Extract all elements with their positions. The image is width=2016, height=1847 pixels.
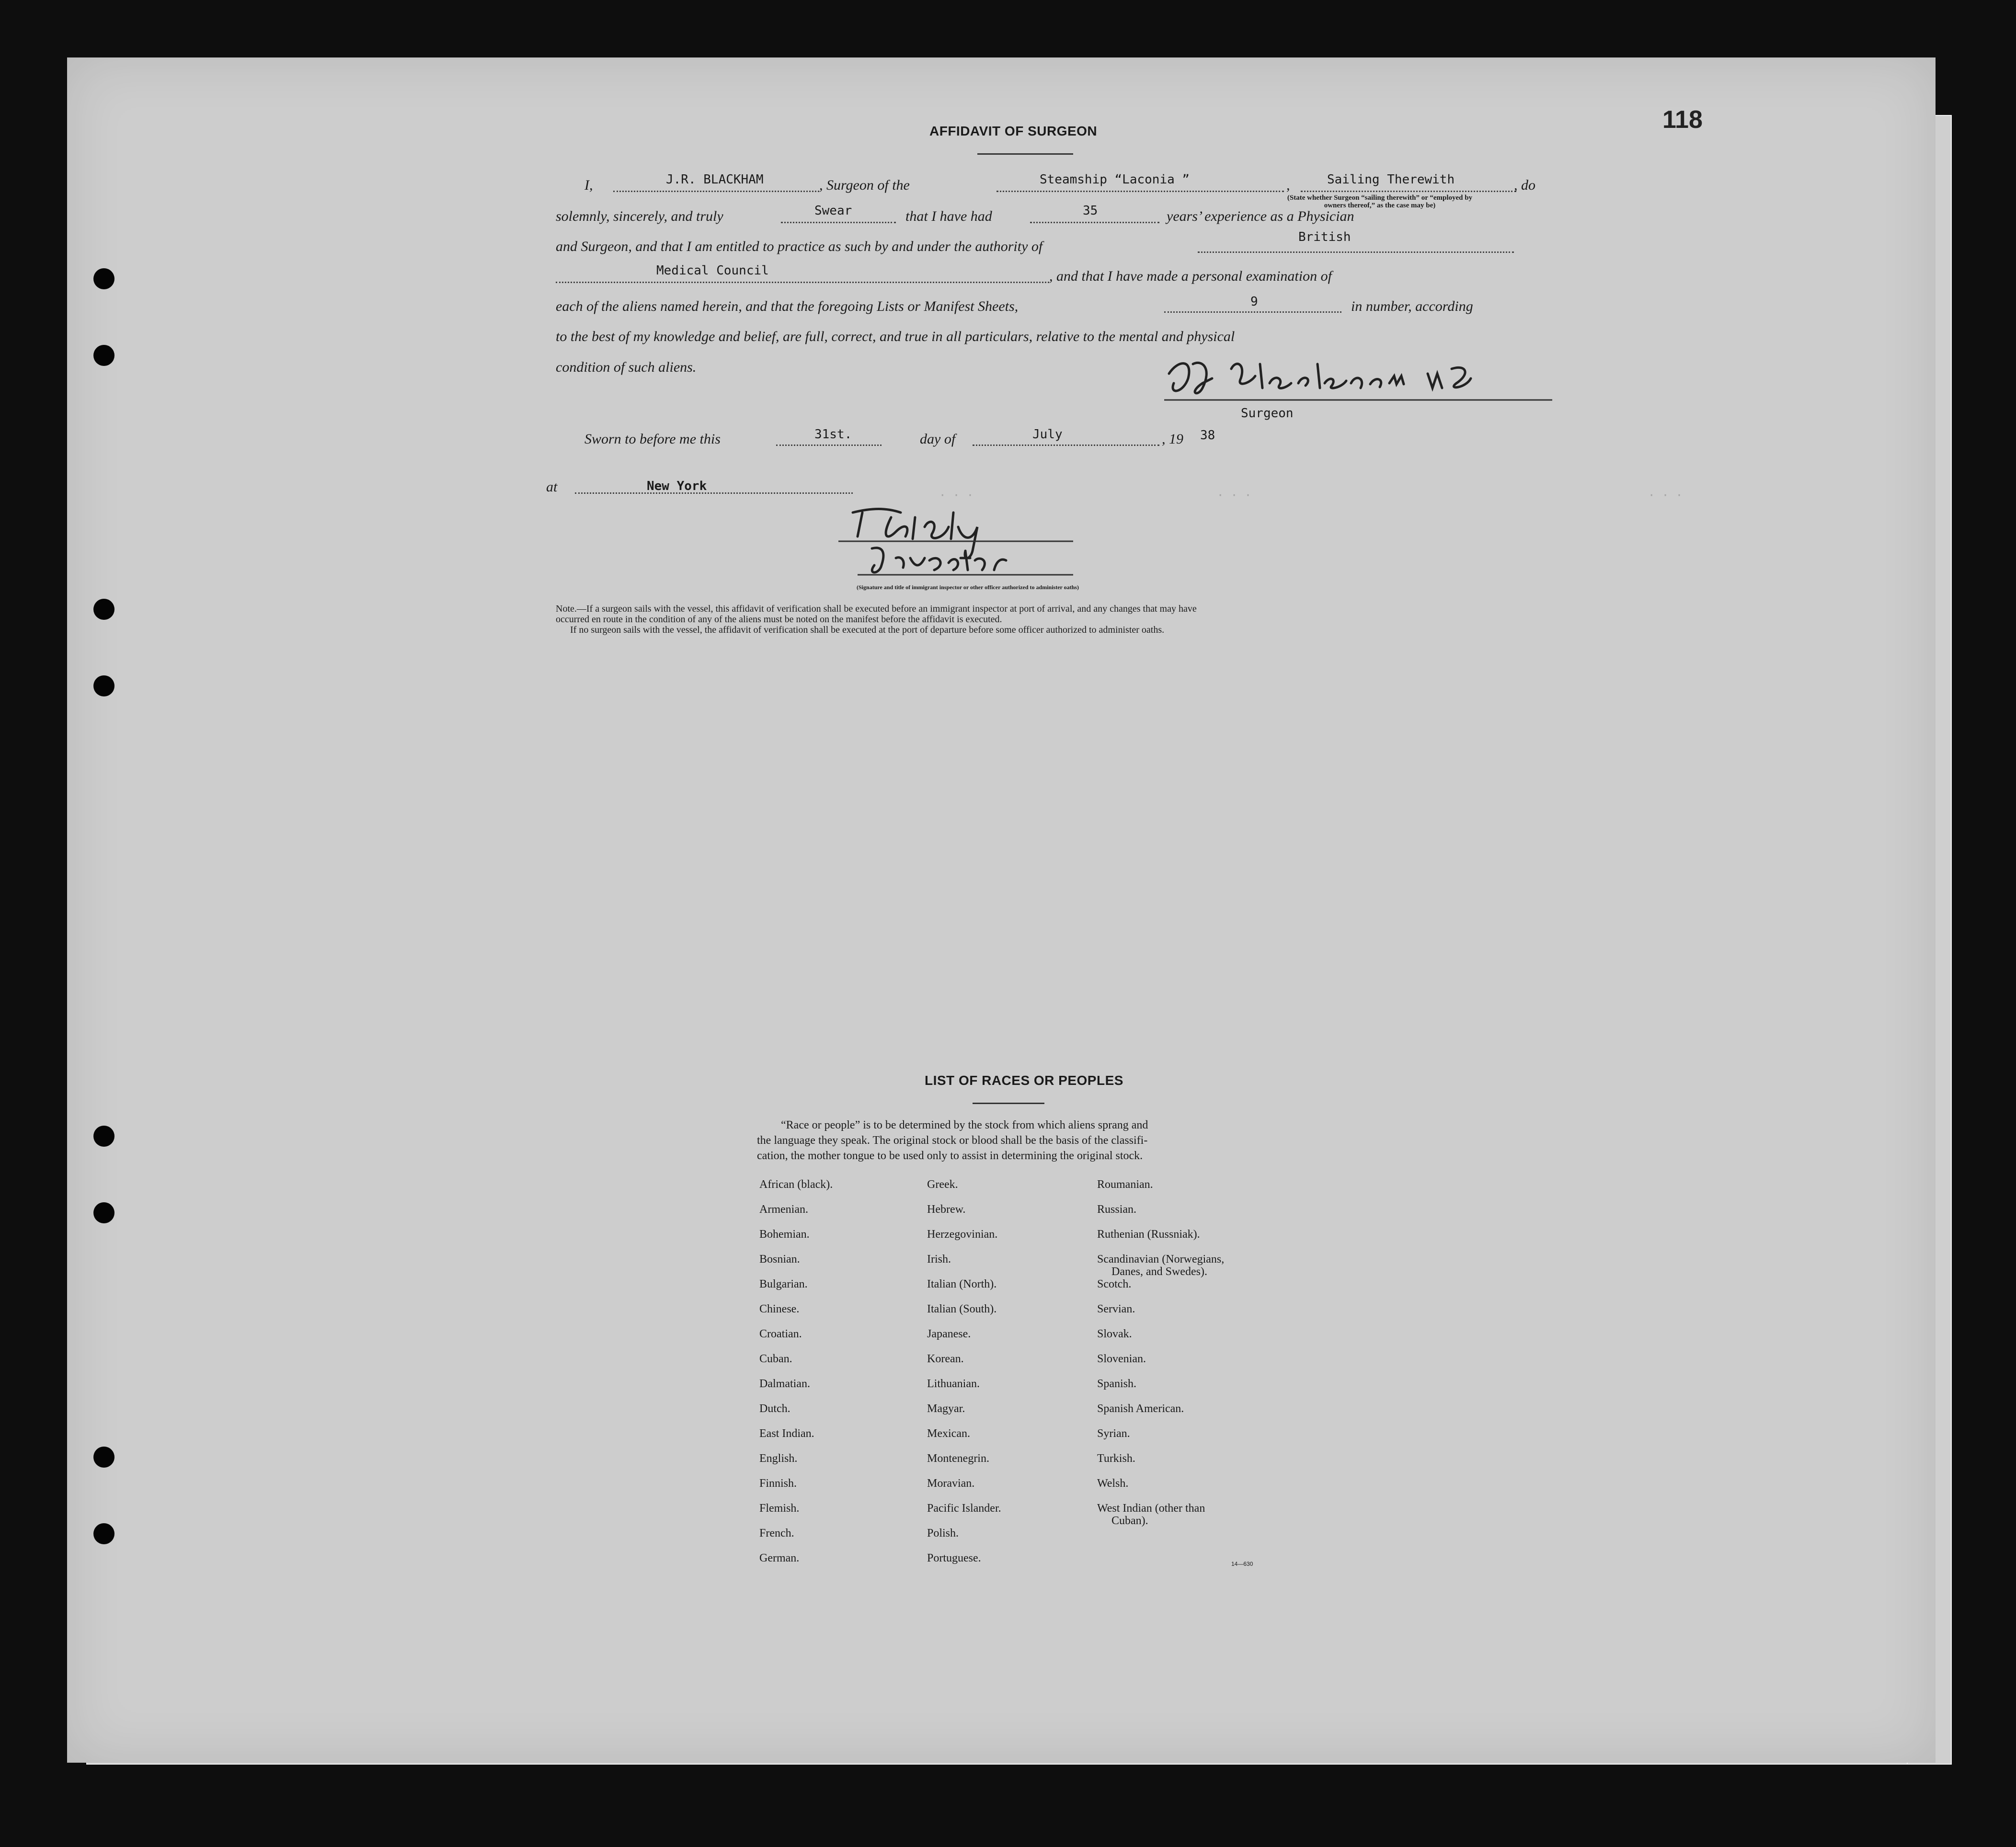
races-intro bbox=[757, 1117, 1332, 1163]
race-entry: Servian. bbox=[1097, 1303, 1135, 1315]
affidavit-text: years’ experience as a Physician bbox=[1167, 208, 1354, 224]
fill-line bbox=[1198, 251, 1514, 253]
race-entry: English. bbox=[759, 1452, 798, 1465]
binder-hole bbox=[93, 1126, 115, 1147]
sheet-count: 9 bbox=[1250, 295, 1258, 309]
affidavit-text: in number, according bbox=[1351, 298, 1473, 314]
bleed-through-text: · · · bbox=[939, 489, 974, 502]
race-entry: African (black). bbox=[759, 1178, 833, 1191]
race-entry: Dutch. bbox=[759, 1402, 790, 1415]
binder-hole bbox=[93, 1523, 115, 1544]
fill-line bbox=[1164, 311, 1341, 313]
page-number: 118 bbox=[1662, 106, 1703, 134]
race-entry: Italian (South). bbox=[927, 1303, 997, 1315]
fill-line bbox=[613, 191, 819, 192]
races-title-underline bbox=[973, 1103, 1044, 1104]
race-entry: Russian. bbox=[1097, 1203, 1137, 1216]
sailing-status: Sailing Therewith bbox=[1327, 172, 1455, 187]
race-entry: Korean. bbox=[927, 1353, 964, 1365]
race-entry: Cuban). bbox=[1111, 1515, 1148, 1527]
fill-line bbox=[997, 191, 1284, 192]
sworn-text: day of bbox=[920, 431, 956, 447]
race-entry: Croatian. bbox=[759, 1328, 802, 1340]
race-entry: Welsh. bbox=[1097, 1477, 1129, 1490]
race-entry: Montenegrin. bbox=[927, 1452, 989, 1465]
race-entry: Mexican. bbox=[927, 1427, 970, 1440]
steamship-name: Steamship “Laconia ” bbox=[1040, 172, 1190, 187]
binder-hole bbox=[93, 1202, 115, 1223]
race-entry: East Indian. bbox=[759, 1427, 814, 1440]
race-entry: Portuguese. bbox=[927, 1552, 981, 1564]
races-title: LIST OF RACES OR PEOPLES bbox=[925, 1073, 1123, 1088]
race-entry: Herzegovinian. bbox=[927, 1228, 998, 1241]
fill-line bbox=[776, 445, 882, 446]
race-entry: Danes, and Swedes). bbox=[1111, 1266, 1207, 1278]
binder-hole bbox=[93, 675, 115, 696]
sworn-month: July bbox=[1032, 427, 1063, 442]
affidavit-text: to the best of my knowledge and belief, are full, correct, and true in all particulars, relative to the mental and physical bbox=[556, 329, 1235, 344]
note-line-3: If no surgeon sails with the vessel, the affidavit of verification shall be executed at the port of departure before some officer authorized to administer oaths. bbox=[570, 625, 1165, 635]
affidavit-text: , Surgeon of the bbox=[819, 177, 910, 193]
affidavit-title: AFFIDAVIT OF SURGEON bbox=[929, 124, 1098, 138]
affidavit-text: , and that I have made a personal examination of bbox=[1049, 268, 1332, 284]
race-entry: Japanese. bbox=[927, 1328, 971, 1340]
fill-line bbox=[973, 445, 1159, 446]
sworn-day: 31st. bbox=[814, 427, 852, 442]
race-entry: Flemish. bbox=[759, 1502, 800, 1515]
bleed-through-text: · · · bbox=[1217, 489, 1252, 502]
race-entry: Armenian. bbox=[759, 1203, 808, 1216]
form-code: 14—630 bbox=[1231, 1561, 1253, 1567]
state-note bbox=[1236, 194, 1523, 209]
fill-line bbox=[575, 492, 853, 494]
authority-line2: Medical Council bbox=[656, 263, 769, 278]
sworn-year: 38 bbox=[1200, 428, 1215, 443]
race-entry: Roumanian. bbox=[1097, 1178, 1153, 1191]
race-entry: Chinese. bbox=[759, 1303, 800, 1315]
note-line-1: Note.—If a surgeon sails with the vessel, this affidavit of verification shall be executed before an immigrant inspector at port of arrival, and any changes that may have bbox=[556, 604, 1197, 614]
manifest-page bbox=[67, 57, 1936, 1763]
sworn-place: New York bbox=[647, 479, 707, 493]
race-entry: Lithuanian. bbox=[927, 1378, 980, 1390]
race-entry: Syrian. bbox=[1097, 1427, 1130, 1440]
race-entry: Ruthenian (Russniak). bbox=[1097, 1228, 1200, 1241]
affidavit-text: each of the aliens named herein, and that the foregoing Lists or Manifest Sheets, bbox=[556, 298, 1019, 314]
race-entry: Irish. bbox=[927, 1253, 951, 1266]
state-note-line: (State whether Surgeon “sailing therewith” or “employed by bbox=[1287, 194, 1473, 202]
race-entry: Magyar. bbox=[927, 1402, 965, 1415]
race-entry: French. bbox=[759, 1527, 794, 1539]
race-entry: Cuban. bbox=[759, 1353, 792, 1365]
fill-line bbox=[556, 282, 1049, 283]
binder-hole bbox=[93, 345, 115, 366]
race-entry: German. bbox=[759, 1552, 800, 1564]
title-underline bbox=[977, 153, 1073, 155]
inspector-caption: (Signature and title of immigrant inspector or other officer authorized to administer oaths) bbox=[857, 584, 1079, 591]
sworn-at: at bbox=[546, 479, 558, 495]
affidavit-text: , do bbox=[1514, 177, 1535, 193]
race-entry: Bosnian. bbox=[759, 1253, 800, 1266]
sworn-year-prefix: , 19 bbox=[1162, 431, 1183, 447]
binder-hole bbox=[93, 268, 115, 289]
surgeon-signature bbox=[1159, 354, 1562, 407]
race-entry: Scotch. bbox=[1097, 1278, 1132, 1290]
race-entry: Bohemian. bbox=[759, 1228, 810, 1241]
sworn-text: Sworn to before me this bbox=[584, 431, 721, 447]
affidavit-text: and Surgeon, and that I am entitled to practice as such by and under the authority of bbox=[556, 239, 1043, 254]
surgeon-name: J.R. BLACKHAM bbox=[666, 172, 764, 187]
race-entry: Bulgarian. bbox=[759, 1278, 808, 1290]
races-intro-line: the language they speak. The original stock or blood shall be the basis of the classifi- bbox=[757, 1134, 1148, 1147]
affidavit-text: that I have had bbox=[905, 208, 992, 224]
years-experience: 35 bbox=[1083, 204, 1098, 218]
fill-line bbox=[1301, 191, 1516, 192]
race-entry: Pacific Islander. bbox=[927, 1502, 1001, 1515]
race-entry: Slovenian. bbox=[1097, 1353, 1146, 1365]
race-entry: Slovak. bbox=[1097, 1328, 1132, 1340]
fill-line bbox=[1030, 222, 1159, 223]
oath-type: Swear bbox=[814, 204, 852, 218]
race-entry: Italian (North). bbox=[927, 1278, 997, 1290]
race-entry: Turkish. bbox=[1097, 1452, 1135, 1465]
affidavit-text: solemnly, sincerely, and truly bbox=[556, 208, 723, 224]
race-entry: Spanish. bbox=[1097, 1378, 1137, 1390]
fill-line bbox=[781, 222, 896, 223]
affidavit-i: I, bbox=[584, 177, 593, 193]
binder-hole bbox=[93, 1447, 115, 1468]
race-entry: Finnish. bbox=[759, 1477, 797, 1490]
binder-hole bbox=[93, 599, 115, 620]
authority-line1: British bbox=[1298, 230, 1351, 244]
state-note-line: owners thereof,” as the case may be) bbox=[1324, 202, 1436, 209]
race-entry: Dalmatian. bbox=[759, 1378, 810, 1390]
note-line-2: occurred en route in the condition of any of the aliens must be noted on the manifest before the affidavit is executed. bbox=[556, 614, 1002, 625]
race-entry: Spanish American. bbox=[1097, 1402, 1184, 1415]
race-entry: Greek. bbox=[927, 1178, 958, 1191]
surgeon-label: Surgeon bbox=[1241, 406, 1294, 421]
race-entry: Polish. bbox=[927, 1527, 959, 1539]
race-entry: Scandinavian (Norwegians, bbox=[1097, 1253, 1225, 1266]
affidavit-text: , bbox=[1286, 177, 1290, 193]
race-entry: Moravian. bbox=[927, 1477, 975, 1490]
races-intro-line: cation, the mother tongue to be used only to assist in determining the original stock. bbox=[757, 1150, 1143, 1162]
races-intro-line: “Race or people” is to be determined by the stock from which aliens sprang and bbox=[781, 1119, 1148, 1131]
bleed-through-text: · · · bbox=[1648, 489, 1683, 502]
race-entry: West Indian (other than bbox=[1097, 1502, 1205, 1515]
inspector-signature bbox=[834, 498, 1083, 584]
affidavit-text: condition of such aliens. bbox=[556, 359, 697, 375]
race-entry: Hebrew. bbox=[927, 1203, 966, 1216]
